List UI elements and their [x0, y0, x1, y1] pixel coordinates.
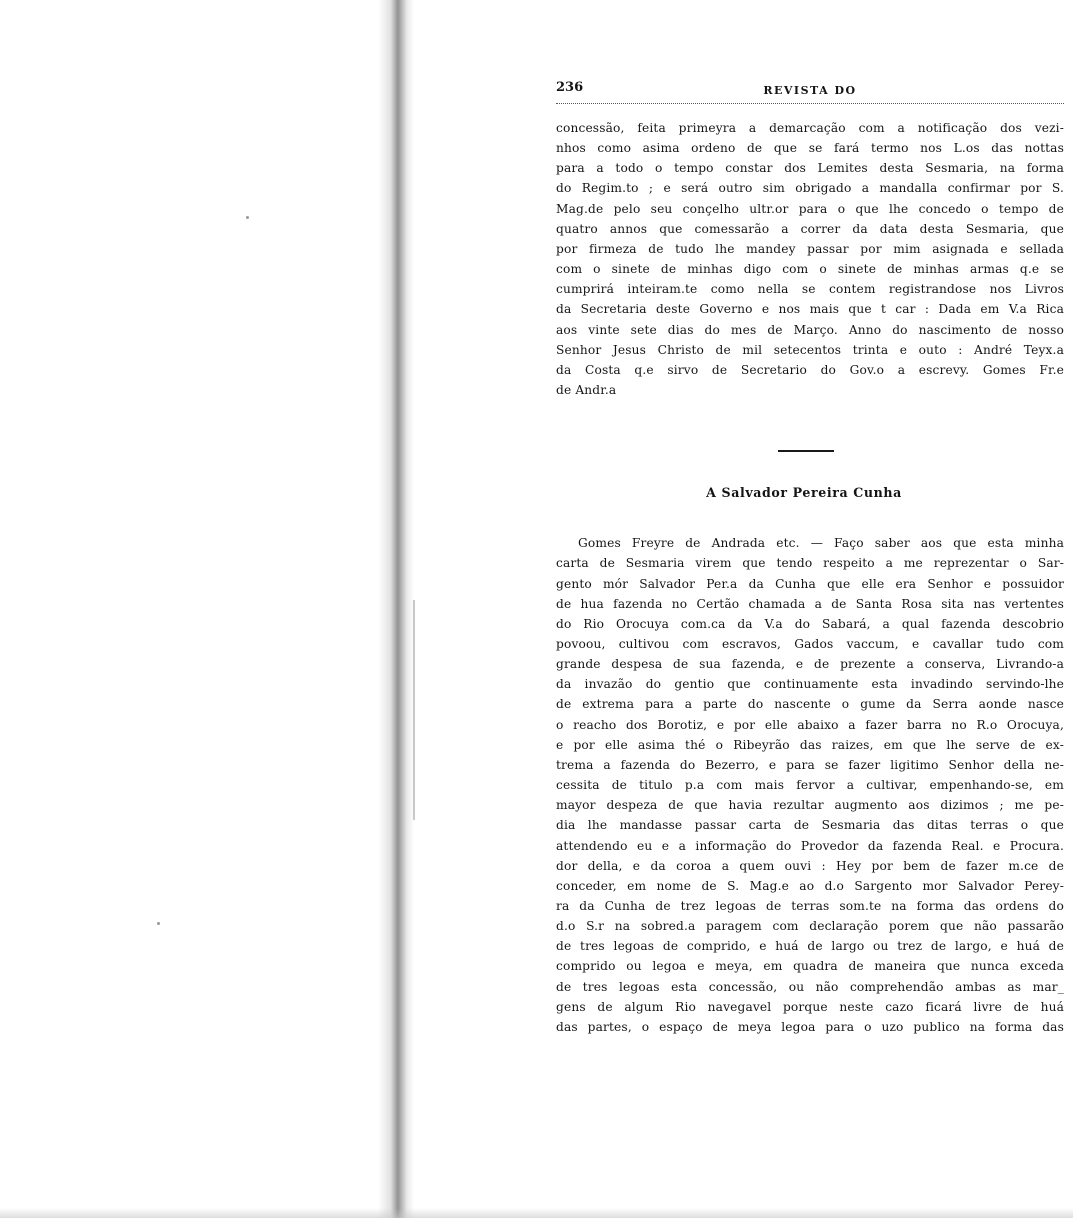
text-line: por firmeza de tudo lhe mandey passar por mim asignada e sellada: [556, 241, 1064, 256]
text-line: grande despesa de sua fazenda, e de prezente a conserva, Livrando-a: [556, 657, 1064, 672]
text-line: de tres legoas esta concessão, ou não comprehendão ambas as mar_: [556, 979, 1064, 994]
text-line: cessita de titulo p.a com mais fervor a cultivar, empenhando-se, em: [556, 778, 1064, 793]
text-line: do Regim.to ; e será outro sim obrigado a mandalla confirmar por S.: [556, 181, 1064, 196]
text-line: quatro annos que comessarão a correr da data desta Sesmaria, que: [556, 221, 1064, 236]
text-line: cumprirá inteiram.te como nella se contem registrandose nos Livros: [556, 282, 1064, 297]
book-gutter-shadow: [378, 0, 414, 1218]
page-number: 236: [556, 80, 584, 95]
text-line: da invazão do gentio que continuamente esta invadindo servindo-lhe: [556, 677, 1064, 692]
text-line: nhos como asima ordeno de que se fará termo nos L.os das nottas: [556, 141, 1064, 156]
text-line: de hua fazenda no Certão chamada a de Santa Rosa sita nas vertentes: [556, 596, 1064, 611]
text-line: o reacho dos Borotiz, e por elle abaixo a fazer barra no R.o Orocuya,: [556, 717, 1064, 732]
text-line: Gomes Freyre de Andrada etc. — Faço saber aos que esta minha: [578, 536, 1064, 551]
section-title: A Salvador Pereira Cunha: [706, 485, 902, 501]
text-line: de Andr.a: [556, 383, 617, 398]
text-line: das partes, o espaço de meya legoa para o uzo publico na forma das: [556, 1019, 1064, 1034]
header-rule: [556, 103, 1064, 104]
text-line: dia lhe mandasse passar carta de Sesmaria das ditas terras o que: [556, 818, 1064, 833]
text-line: gens de algum Rio navegavel porque neste cazo ficará livre de huá: [556, 999, 1064, 1014]
text-line: dor della, e da coroa a quem ouvi : Hey por bem de fazer m.ce de: [556, 858, 1064, 873]
text-line: e por elle asima thé o Ribeyrão das raizes, em que lhe serve de ex-: [556, 737, 1064, 752]
text-block-sesmaria: [556, 533, 1064, 1037]
text-line: povoou, cultivou com escravos, Gados vaccum, e cavallar tudo com: [556, 636, 1064, 651]
text-line: da Secretaria deste Governo e nos mais que t car : Dada em V.a Rica: [556, 302, 1064, 317]
text-line: ra da Cunha de trez legoas de terras som.te na forma das ordens do: [556, 899, 1064, 913]
gutter-mark: [413, 600, 415, 820]
section-separator: [778, 450, 834, 452]
paper-speck: [157, 922, 160, 925]
printed-page: [556, 78, 1064, 1037]
page-bottom-edge: [0, 1208, 1073, 1218]
text-line: Mag.de pelo seu conçelho ultr.or para o que lhe concedo o tempo de: [556, 201, 1064, 216]
text-line: de tres legoas de comprido, e huá de largo ou trez de largo, e huá de: [556, 939, 1064, 954]
paper-speck: [246, 216, 249, 219]
text-line: mayor despeza de que havia rezultar augmento aos dizimos ; me pe-: [556, 798, 1064, 813]
text-line: gento mór Salvador Per.a da Cunha que elle era Senhor e possuidor: [556, 576, 1064, 591]
running-title: REVISTA DO: [763, 84, 857, 97]
text-line: carta de Sesmaria virem que tendo respeito a me reprezentar o Sar-: [556, 556, 1064, 571]
text-line: para a todo o tempo constar dos Lemites desta Sesmaria, na forma: [556, 161, 1064, 176]
text-line: attendendo eu e a informação do Provedor da fazenda Real. e Procura.: [556, 838, 1064, 853]
text-block-continuation: [556, 118, 1064, 400]
running-head: [556, 78, 1064, 98]
text-line: Senhor Jesus Christo de mil setecentos trinta e outo : André Teyx.a: [556, 342, 1064, 357]
text-line: conceder, em nome de S. Mag.e ao d.o Sargento mor Salvador Perey-: [556, 878, 1064, 893]
text-line: trema a fazenda do Bezerro, e para se fazer ligitimo Senhor della ne-: [556, 757, 1064, 772]
text-line: aos vinte sete dias do mes de Março. Anno do nascimento de nosso: [556, 322, 1064, 337]
text-line: concessão, feita primeyra a demarcação com a notificação dos vezi-: [556, 121, 1064, 135]
text-line: comprido ou legoa e meya, em quadra de maneira que nunca exceda: [556, 959, 1064, 974]
text-line: da Costa q.e sirvo de Secretario do Gov.o a escrevy. Gomes Fr.e: [556, 362, 1064, 377]
text-line: com o sinete de minhas digo com o sinete de minhas armas q.e se: [556, 262, 1064, 277]
text-line: do Rio Orocuya com.ca da V.a do Sabará, a qual fazenda descobrio: [556, 616, 1064, 631]
text-line: d.o S.r na sobred.a paragem com declaração porem que não passarão: [556, 919, 1064, 934]
text-line: de extrema para a parte do nascente o gume da Serra aonde nasce: [556, 697, 1064, 712]
